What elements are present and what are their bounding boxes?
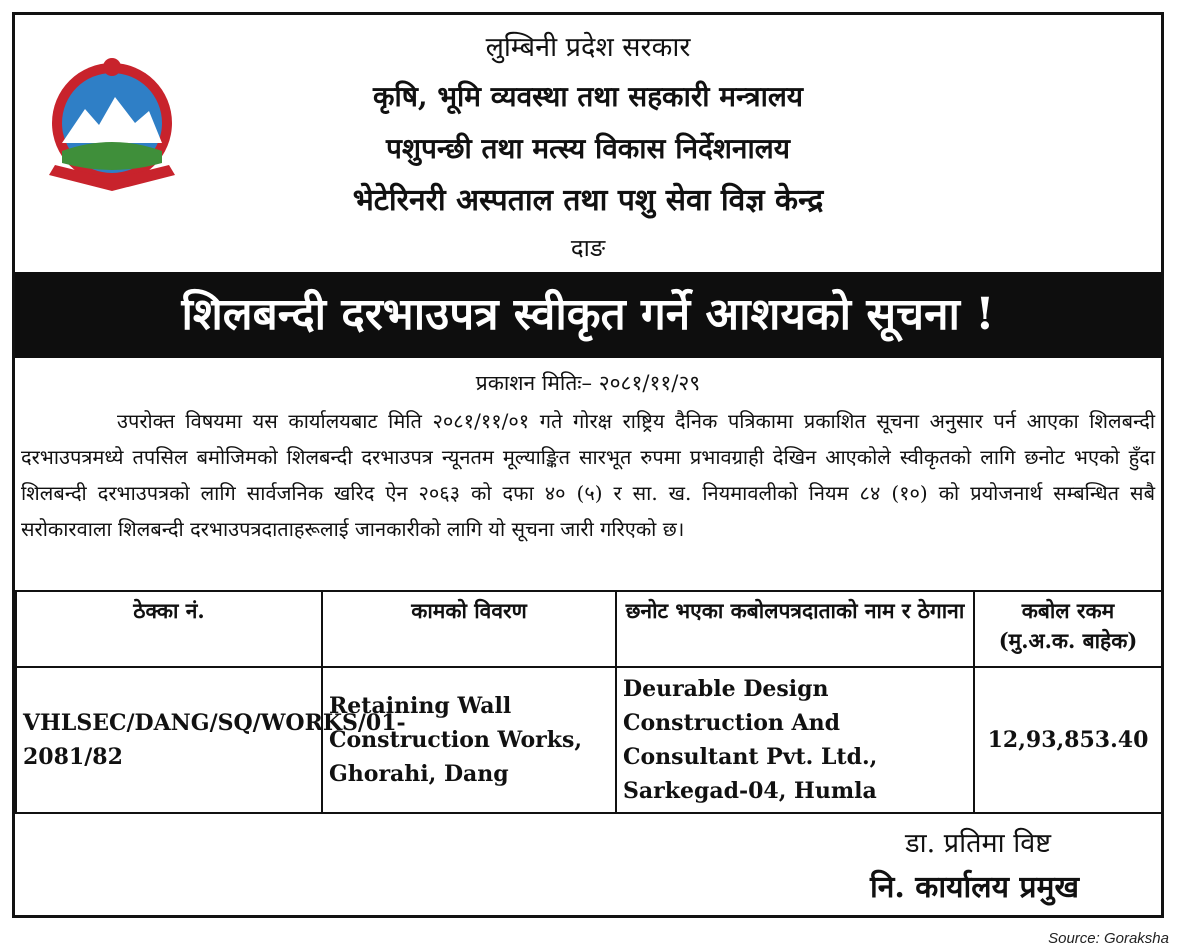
header-location: दाङ <box>570 234 606 262</box>
notice-frame <box>12 12 1164 918</box>
tender-table <box>15 590 1163 814</box>
source-credit: Source: Goraksha <box>1048 930 1169 947</box>
header-contract-no: ठेक्का नं. <box>16 591 322 667</box>
header-ministry: कृषि, भूमि व्यवस्था तथा सहकारी मन्त्रालय <box>372 80 804 113</box>
table-header-row <box>16 591 1162 667</box>
notice-body-paragraph: उपरोक्त विषयमा यस कार्यालयबाट मिति २०८१/११/०१ गते गोरक्ष राष्ट्रिय दैनिक पत्रिकामा प्रकाशित सूचना अनुसार पर्न आएका शिलबन्दी दरभाउपत्रमध्ये तपसिल बमोजिमको शिलबन्दी दरभाउपत्र न्यूनतम मूल्याङ्कित सारभूत रुपमा प्रभावग्राही देखिन आएकोले स्वीकृतको लागि छनोट भएको हुँदा शिलबन्दी दरभाउपत्रको लागि सार्वजनिक खरिद ऐन २०६३ को दफा ४० (५) र सा. ख. नियमावलीको नियम ८४ (१०) को प्रयोजनार्थ सम्बन्धित सबै सरोकारवाला शिलबन्दी दरभाउपत्रदाताहरूलाई जानकारीको लागि यो सूचना जारी गरिएको छ। <box>21 409 1155 541</box>
publication-date: प्रकाशन मितिः– २०८१/११/२९ <box>475 371 701 395</box>
header-province: लुम्बिनी प्रदेश सरकार <box>485 32 691 63</box>
cell-bidder: Deurable Design Construction And Consultant Pvt. Ltd., Sarkegad-04, Humla <box>616 667 974 813</box>
header-bidder: छनोट भएका कबोलपत्रदाताको नाम र ठेगाना <box>616 591 974 667</box>
signatory-title: नि. कार्यालय प्रमुख <box>869 870 1079 905</box>
header-amount: कबोल रकम (मु.अ.क. बाहेक) <box>974 591 1162 667</box>
cell-contract-no: VHLSEC/DANG/SQ/WORKS/01-2081/82 <box>16 667 322 813</box>
table-row <box>16 667 1162 813</box>
notice-title-banner: शिलबन्दी दरभाउपत्र स्वीकृत गर्ने आशयको सूचना ! <box>15 272 1161 358</box>
cell-work-description: Retaining Wall Construction Works, Ghorahi, Dang <box>322 667 616 813</box>
signatory-name: डा. प्रतिमा विष्ट <box>905 828 1051 859</box>
cell-amount: 12,93,853.40 <box>974 667 1162 813</box>
header-directorate: पशुपन्छी तथा मत्स्य विकास निर्देशनालय <box>386 132 790 165</box>
header-office: भेटेरिनरी अस्पताल तथा पशु सेवा विज्ञ केन्द्र <box>352 183 824 218</box>
header-work-description: कामको विवरण <box>322 591 616 667</box>
